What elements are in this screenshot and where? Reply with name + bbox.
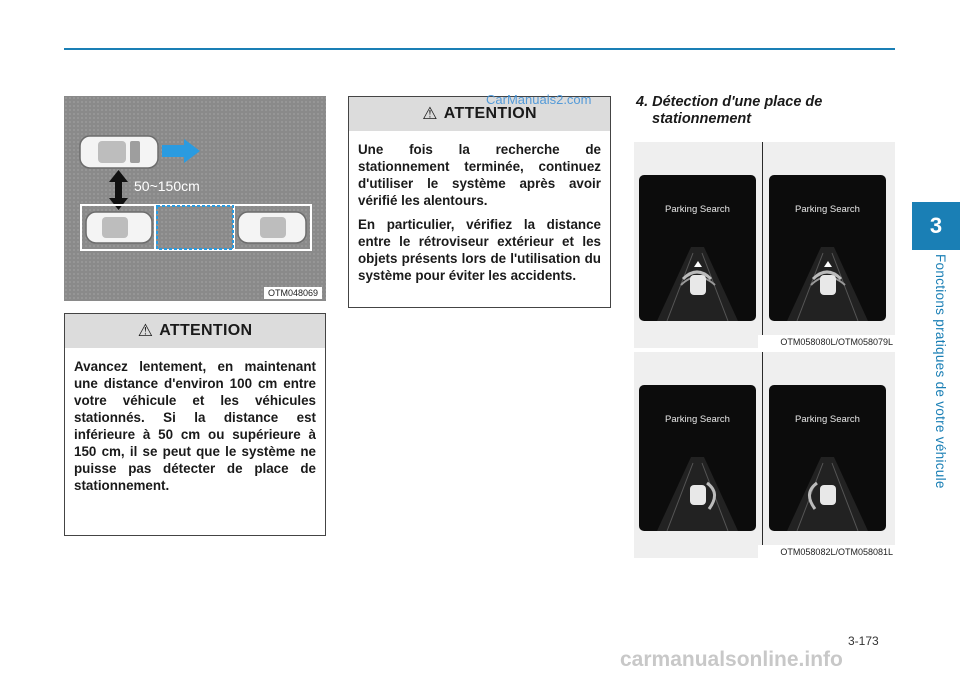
figure-code: OTM058080L/OTM058079L xyxy=(758,335,895,348)
warning-icon: ⚠ xyxy=(422,104,438,123)
cluster-screens-panel-1 xyxy=(634,142,895,348)
attention-box-surroundings xyxy=(348,96,611,308)
attention-heading: ATTENTION xyxy=(443,105,537,122)
direction-arrow-icon xyxy=(162,139,200,163)
attention-body xyxy=(65,348,325,502)
chapter-title: Fonctions pratiques de votre véhicule xyxy=(933,254,948,489)
chapter-number: 3 xyxy=(929,213,943,238)
cluster-screen xyxy=(639,175,756,321)
section-title-line1: 4. Détection d'une place de xyxy=(636,94,823,110)
screen-label: Parking Search xyxy=(665,204,730,215)
screen-label: Parking Search xyxy=(795,414,860,425)
road-illustration xyxy=(639,385,756,531)
attention-box-distance xyxy=(64,313,326,536)
screen-label: Parking Search xyxy=(795,204,860,215)
road-illustration xyxy=(769,175,886,321)
warning-icon: ⚠ xyxy=(137,321,154,340)
cluster-screen xyxy=(769,175,886,321)
attention-header xyxy=(65,314,325,348)
source-watermark: CarManuals2.com xyxy=(486,92,592,107)
parking-distance-figure xyxy=(64,96,326,301)
distance-label: 50~150cm xyxy=(134,178,200,194)
moving-car-icon xyxy=(80,136,158,168)
attention-paragraph: En particulier, vérifiez la distance entre le rétroviseur extérieur et les objets présents lors de l'utilisation du système pour éviter les accidents. xyxy=(358,217,601,283)
section-title-line2: stationnement xyxy=(652,111,752,127)
attention-heading: ATTENTION xyxy=(159,322,253,339)
road-illustration xyxy=(639,175,756,321)
attention-body xyxy=(349,131,610,292)
panel-divider xyxy=(762,352,763,558)
empty-space-marker xyxy=(157,206,233,249)
figure-code: OTM048069 xyxy=(264,287,322,299)
parking-diagram-illustration xyxy=(64,96,326,301)
cluster-screen xyxy=(769,385,886,531)
attention-text: Avancez lentement, en maintenant une distance d'environ 100 cm entre votre véhicule et les véhicules stationnés. Si la distance est inférieure à 50 cm ou supérieure à 150 cm, il se peut que le système ne puisse pas détecter de place de stationnement. xyxy=(74,359,316,493)
attention-paragraph: Une fois la recherche de stationnement terminée, continuez d'utiliser le système après avoir vérifié les alentours. xyxy=(358,142,601,208)
section-title xyxy=(636,94,896,128)
panel-divider xyxy=(762,142,763,348)
screen-label: Parking Search xyxy=(665,414,730,425)
header-rule xyxy=(64,48,895,50)
parked-car-left-icon xyxy=(86,212,152,243)
site-watermark: carmanualsonline.info xyxy=(620,648,843,671)
parked-car-right-icon xyxy=(238,212,306,243)
chapter-tab xyxy=(912,202,960,250)
figure-code: OTM058082L/OTM058081L xyxy=(758,545,895,558)
cluster-screens-panel-2 xyxy=(634,352,895,558)
cluster-screen xyxy=(639,385,756,531)
road-illustration xyxy=(769,385,886,531)
page-number: 3-173 xyxy=(848,634,879,648)
